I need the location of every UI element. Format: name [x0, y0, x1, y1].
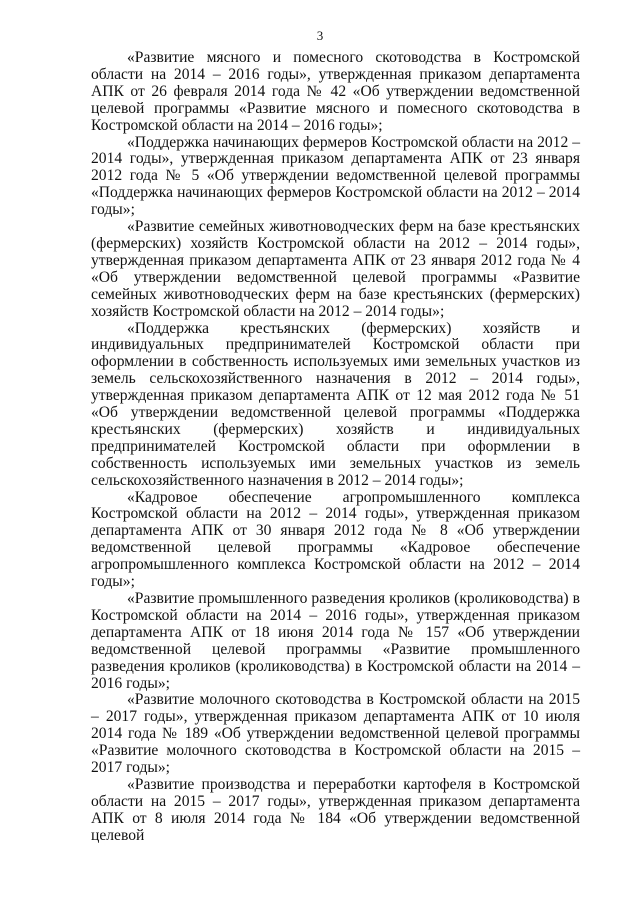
- paragraph-dairy-cattle-program: «Развитие молочного скотоводства в Костромской области на 2015 – 2017 годы», утвержденная приказом департамента АПК от 10 июля 2014 года № 189 «Об утверждении ведомственной целевой программы «Развитие молочного скотоводства в Костромской области на 2015 – 2017 годы»;: [91, 691, 580, 777]
- page-number: 3: [316, 28, 324, 43]
- paragraph-land-ownership-program: «Поддержка крестьянских (фермерских) хозяйств и индивидуальных предпринимателей Костромской области при оформлении в собственность используемых ими земельных участков из земель сельскохозяйственного назначения в 2012 – 2014 годы», утвержденная приказом департамента АПК от 12 мая 2012 года № 51 «Об утверждении ведомственной целевой программы «Поддержка крестьянских (фермерских) хозяйств и индивидуальных предпринимателей Костромской области при оформлении в собственность используемых ими земельных участков из земель сельскохозяйственного назначения в 2012 – 2014 годы»;: [91, 319, 580, 489]
- paragraph-rabbit-breeding-program: «Развитие промышленного разведения кроликов (кролиководства) в Костромской области на 2014 – 2016 годы», утвержденная приказом департамента АПК от 18 июня 2014 года № 157 «Об утверждении ведомственной целевой программы «Развитие промышленного разведения кроликов (кролиководства) в Костромской области на 2014 – 2016 годы»;: [91, 590, 580, 692]
- paragraph-staffing-program: «Кадровое обеспечение агропромышленного комплекса Костромской области на 2012 – 2014 годы», утвержденная приказом департамента АПК от 30 января 2012 года № 8 «Об утверждении ведомственной целевой программы «Кадровое обеспечение агропромышленного комплекса Костромской области на 2012 – 2014 годы»;: [91, 488, 580, 591]
- paragraph-family-farms-program: «Развитие семейных животноводческих ферм на базе крестьянских (фермерских) хозяйств Костромской области на 2012 – 2014 годы», утвержденная приказом департамента АПК от 23 января 2012 года № 4 «Об утверждении ведомственной целевой программы «Развитие семейных животноводческих ферм на базе крестьянских (фермерских) хозяйств Костромской области на 2012 – 2014 годы»;: [91, 218, 580, 320]
- paragraph-potato-program: «Развитие производства и переработки картофеля в Костромской области на 2015 – 2017 годы», утвержденная приказом департамента АПК от 8 июля 2014 года № 184 «Об утверждении ведомственной целевой: [91, 775, 580, 844]
- paragraph-meat-cattle-program: «Развитие мясного и помесного скотоводства в Костромской области на 2014 – 2016 годы», утвержденная приказом департамента АПК от 26 февраля 2014 года № 42 «Об утверждении ведомственной целевой программы «Развитие мясного и помесного скотоводства в Костромской области на 2014 – 2016 годы»;: [91, 49, 580, 134]
- document-body: [91, 50, 580, 845]
- paragraph-beginning-farmers-program: «Поддержка начинающих фермеров Костромской области на 2012 – 2014 годы», утвержденная приказом департамента АПК от 23 января 2012 года № 5 «Об утверждении ведомственной целевой программы «Поддержка начинающих фермеров Костромской области на 2012 – 2014 годы»;: [91, 133, 580, 219]
